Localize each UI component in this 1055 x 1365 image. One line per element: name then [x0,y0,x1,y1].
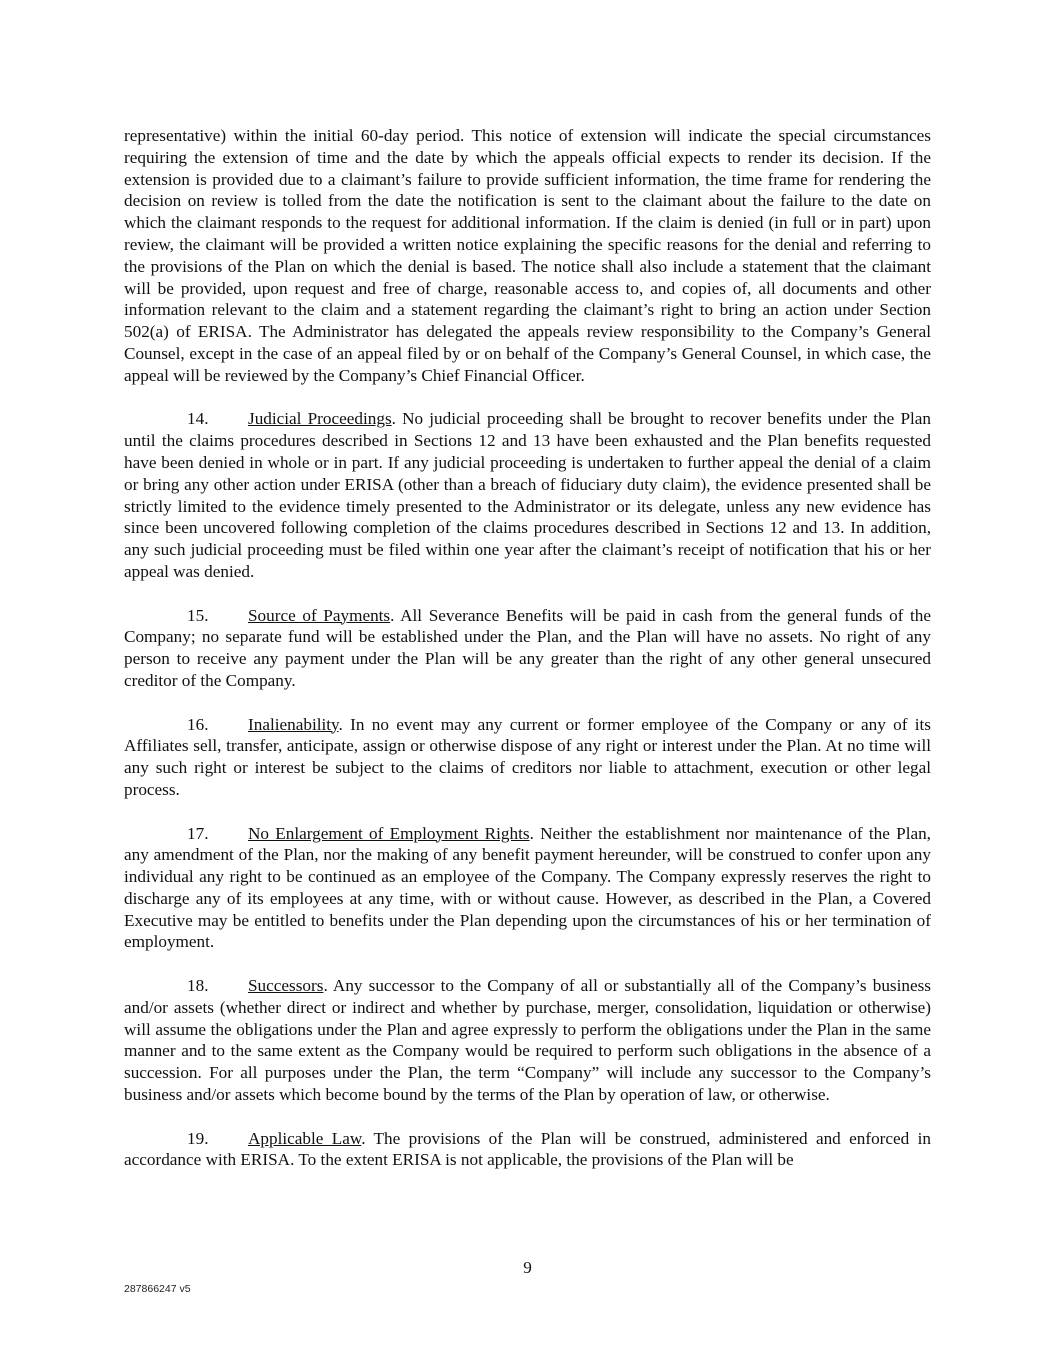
section-number: 16. [187,714,209,734]
section-heading: Source of Payments [248,605,391,625]
section-number: 15. [187,605,209,625]
section-heading: Judicial Proceedings [248,409,392,429]
section-16-inalienability [124,714,931,801]
section-text: . All Severance Benefits will be paid in cash from the general funds of the Company; no separate fund will be established under the Plan, and the Plan will have no assets. No right of any person to receive any payment under the Plan will be any greater than the right of any other general unsecured creditor of the Company. [124,605,931,690]
section-heading: Successors [248,976,324,996]
page-number: 9 [523,1258,532,1277]
section-18-successors [124,975,931,1106]
section-15-source-of-payments [124,605,931,692]
section-text: . In no event may any current or former employee of the Company or any of its Affiliates sell, transfer, anticipate, assign or otherwise dispose of any right or interest under the Plan. At no time will any such right or interest be subject to the claims of creditors nor liable to attachment, execution or other legal process. [124,714,931,799]
section-text: . No judicial proceeding shall be brought to recover benefits under the Plan until the claims procedures described in Sections 12 and 13 have been exhausted and the Plan benefits requested have been denied in whole or in part. If any judicial proceeding is undertaken to further appeal the denial of a claim or bring any other action under ERISA (other than a breach of fiduciary duty claim), the evidence presented shall be strictly limited to the evidence timely presented to the Administrator or its delegate, unless any new evidence has since been uncovered following completion of the claims procedures described in Sections 12 and 13. In addition, any such judicial proceeding must be filed within one year after the claimant’s receipt of notification that his or her appeal was denied. [124,409,931,581]
section-heading: Applicable Law [248,1128,362,1148]
paragraph-text: representative) within the initial 60-day period. This notice of extension will indicate the special circumstances requiring the extension of time and the date by which the appeals official expects to render its decision. If the extension is provided due to a claimant’s failure to provide sufficient information, the time frame for rendering the decision on review is tolled from the date the notification is sent to the claimant about the failure to the date on which the claimant responds to the request for additional information. If the claim is denied (in full or in part) upon review, the claimant will be provided a written notice explaining the specific reasons for the denial and referring to the provisions of the Plan on which the denial is based. The notice shall also include a statement that the claimant will be provided, upon request and free of charge, reasonable access to, and copies of, all documents and other information relevant to the claim and a statement regarding the claimant’s right to bring an action under Section 502(a) of ERISA. The Administrator has delegated the appeals review responsibility to the Company’s General Counsel, except in the case of an appeal filed by or on behalf of the Company’s General Counsel, in which case, the appeal will be reviewed by the Company’s Chief Financial Officer. [124,126,931,385]
section-text: . The provisions of the Plan will be construed, administered and enforced in accordance with ERISA. To the extent ERISA is not applicable, the provisions of the Plan will be [124,1128,931,1170]
section-heading: Inalienability [248,714,339,734]
section-number: 19. [187,1128,209,1148]
section-14-judicial-proceedings [124,408,931,582]
section-number: 14. [187,409,209,429]
paragraph-13-continuation [124,125,931,387]
section-text: . Neither the establishment nor maintenance of the Plan, any amendment of the Plan, nor the making of any benefit payment hereunder, will be construed to confer upon any individual any right to be continued as an employee of the Company. The Company expressly reserves the right to discharge any of its employees at any time, with or without cause. However, as described in the Plan, a Covered Executive may be entitled to benefits under the Plan depending upon the circumstances of his or her termination of employment. [124,823,931,952]
section-19-applicable-law [124,1128,931,1172]
document-body [124,125,931,1193]
section-number: 17. [187,823,209,843]
document-id: 287866247 v5 [124,1283,191,1295]
section-number: 18. [187,976,209,996]
section-heading: No Enlargement of Employment Rights [248,823,530,843]
section-text: . Any successor to the Company of all or substantially all of the Company’s business and/or assets (whether direct or indirect and whether by purchase, merger, consolidation, liquidation or otherwise) will assume the obligations under the Plan and agree expressly to perform the obligations under the Plan in the same manner and to the same extent as the Company would be required to perform such obligations in the absence of a succession. For all purposes under the Plan, the term “Company” will include any successor to the Company’s business and/or assets which become bound by the terms of the Plan by operation of law, or otherwise. [124,976,931,1105]
section-17-no-enlargement-of-employment-rights [124,823,931,954]
